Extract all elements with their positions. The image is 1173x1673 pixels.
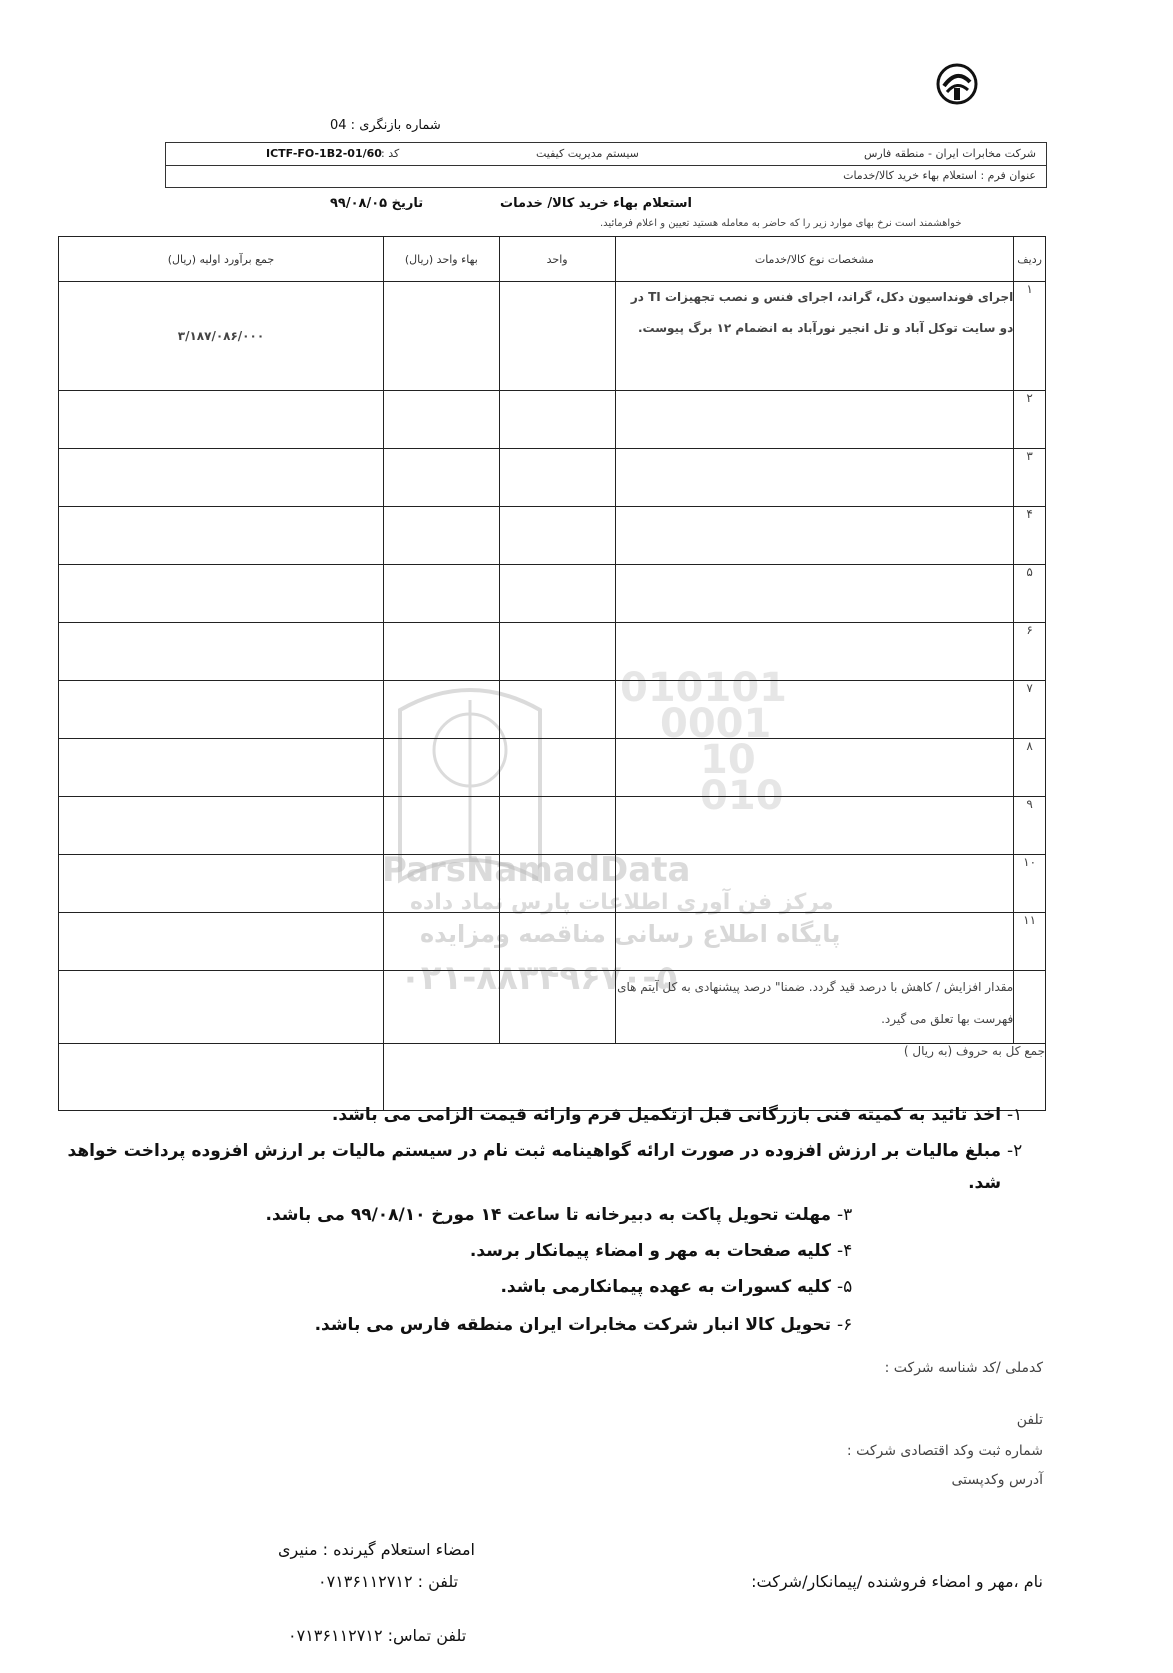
item-total bbox=[59, 855, 384, 913]
col-unit-header: واحد bbox=[499, 237, 615, 282]
item-total bbox=[59, 565, 384, 623]
item-unit bbox=[499, 855, 615, 913]
table-row bbox=[59, 623, 1046, 681]
table-row bbox=[59, 855, 1046, 913]
col-total-header: جمع برآورد اولیه (ریال) bbox=[59, 237, 384, 282]
item-unit bbox=[499, 391, 615, 449]
watermark-line2: پایگاه اطلاع رسانی مناقصه ومزایده bbox=[420, 920, 841, 948]
term-item: ۲- مبلغ مالیات بر ارزش افزوده در صورت ارائه گواهینامه ثبت نام در سیستم مالیات بر ارزش افزوده پرداخت خواهد bbox=[67, 1141, 1023, 1161]
table-row bbox=[59, 507, 1046, 565]
requester-signature: امضاء استعلام گیرنده : منیری bbox=[278, 1540, 475, 1559]
item-description bbox=[615, 797, 1014, 855]
words-row bbox=[59, 1044, 1046, 1111]
row-number: ۲ bbox=[1014, 391, 1046, 449]
item-unit bbox=[499, 282, 615, 391]
item-description bbox=[615, 623, 1014, 681]
form-header bbox=[165, 142, 1047, 188]
item-total bbox=[59, 739, 384, 797]
term-item: ۴- کلیه صفحات به مهر و امضاء پیمانکار برسد. bbox=[469, 1241, 853, 1261]
watermark-binary-4: 010 bbox=[700, 773, 784, 819]
item-total bbox=[59, 797, 384, 855]
item-total bbox=[59, 913, 384, 971]
item-unit bbox=[499, 565, 615, 623]
item-total bbox=[59, 623, 384, 681]
note-row bbox=[59, 971, 1046, 1044]
item-unit-price bbox=[383, 913, 499, 971]
form-title-label: عنوان فرم : استعلام بهاء خرید کالا/خدمات bbox=[843, 169, 1036, 182]
row-number: ۹ bbox=[1014, 797, 1046, 855]
term-item-continued: شد. bbox=[968, 1173, 1002, 1193]
item-unit-price bbox=[383, 623, 499, 681]
col-desc-header: مشخصات نوع کالا/خدمات bbox=[615, 237, 1014, 282]
item-description bbox=[615, 681, 1014, 739]
item-unit-price bbox=[383, 449, 499, 507]
watermark-binary-3: 10 bbox=[700, 737, 756, 783]
table-row bbox=[59, 449, 1046, 507]
row-number: ۴ bbox=[1014, 507, 1046, 565]
watermark-brand: ParsNamadData bbox=[382, 850, 691, 890]
request-line: خواهشمند است نرخ بهای موارد زیر را که حاضر به معامله هستید تعیین و اعلام فرمائید. bbox=[600, 218, 962, 229]
term-item: ۶- تحویل کالا انبار شرکت مخابرات ایران منطقه فارس می باشد. bbox=[314, 1315, 853, 1335]
row-number: ۳ bbox=[1014, 449, 1046, 507]
percent-note: مقدار افزایش / کاهش با درصد قید گردد. ضمنا" درصد پیشنهادی به کل آیتم های فهرست بها تعلق می گیرد. bbox=[615, 971, 1014, 1044]
total-in-words-blank bbox=[59, 1044, 384, 1111]
watermark-binary-2: 0001 bbox=[660, 701, 772, 747]
table-row bbox=[59, 681, 1046, 739]
item-total bbox=[59, 391, 384, 449]
table-row bbox=[59, 797, 1046, 855]
registration-field: شماره ثبت وکد اقتصادی شرکت : bbox=[846, 1443, 1043, 1459]
seller-signature: نام ،مهر و امضاء فروشنده /پیمانکار/شرکت: bbox=[751, 1572, 1043, 1591]
table-row bbox=[59, 739, 1046, 797]
table-row bbox=[59, 565, 1046, 623]
item-unit bbox=[499, 797, 615, 855]
item-unit-price bbox=[383, 797, 499, 855]
item-description bbox=[615, 913, 1014, 971]
item-unit bbox=[499, 507, 615, 565]
item-unit-price bbox=[383, 391, 499, 449]
table-header-row bbox=[59, 237, 1046, 282]
col-row-header: ردیف bbox=[1014, 237, 1046, 282]
item-unit bbox=[499, 623, 615, 681]
row-number: ۱۰ bbox=[1014, 855, 1046, 913]
row-number: ۶ bbox=[1014, 623, 1046, 681]
item-description bbox=[615, 507, 1014, 565]
item-description bbox=[615, 565, 1014, 623]
form-code-label: کد : bbox=[381, 147, 400, 160]
item-description: اجرای فونداسیون دکل، گراند، اجرای فنس و نصب تجهیزات TI در دو سایت توکل آباد و تل انجیر نورآباد به انضمام ۱۲ برگ پیوست. bbox=[615, 282, 1014, 391]
row-number: ۱۱ bbox=[1014, 913, 1046, 971]
system-name: سیستم مدیریت کیفیت bbox=[536, 147, 639, 160]
row-number: ۵ bbox=[1014, 565, 1046, 623]
inquiry-date: تاریخ ۹۹/۰۸/۰۵ bbox=[330, 196, 424, 211]
phone-field: تلفن bbox=[1016, 1412, 1043, 1428]
page-title: استعلام بهاء خرید کالا/ خدمات bbox=[500, 196, 692, 211]
watermark-phone: ۰۲۱-۸۸۳۴۹۶۷۰-۵ bbox=[400, 958, 678, 998]
requester-phone: تلفن : ۰۷۱۳۶۱۱۲۷۱۲ bbox=[318, 1572, 459, 1591]
item-unit bbox=[499, 739, 615, 797]
item-total: ۳/۱۸۷/۰۸۶/۰۰۰ bbox=[59, 282, 384, 391]
item-unit-price bbox=[383, 507, 499, 565]
inquiry-table bbox=[58, 236, 1046, 1111]
item-unit-price bbox=[383, 282, 499, 391]
table-row bbox=[59, 913, 1046, 971]
item-unit-price bbox=[383, 855, 499, 913]
contact-phone: تلفن تماس: ۰۷۱۳۶۱۱۲۷۱۲ bbox=[288, 1626, 467, 1645]
company-logo-icon bbox=[935, 62, 979, 106]
term-item: ۵- کلیه کسورات به عهده پیمانکارمی باشد. bbox=[500, 1277, 853, 1297]
row-number: ۷ bbox=[1014, 681, 1046, 739]
item-description bbox=[615, 739, 1014, 797]
row-number: ۸ bbox=[1014, 739, 1046, 797]
col-price-header: بهاء واحد (ریال) bbox=[383, 237, 499, 282]
national-id-field: کدملی /کد شناسه شرکت : bbox=[884, 1360, 1043, 1376]
item-unit bbox=[499, 449, 615, 507]
item-description bbox=[615, 449, 1014, 507]
company-name: شرکت مخابرات ایران - منطقه فارس bbox=[863, 147, 1036, 160]
revision-number: شماره بازنگری : 04 bbox=[330, 118, 441, 133]
item-total bbox=[59, 507, 384, 565]
total-in-words-label: جمع کل به حروف (به ریال ) bbox=[383, 1044, 1045, 1111]
form-code: ICTF-FO-1B2-01/60 bbox=[266, 147, 382, 160]
watermark-line1: مرکز فن آوری اطلاعات پارس نماد داده bbox=[410, 890, 834, 915]
table-row bbox=[59, 391, 1046, 449]
table-row bbox=[59, 282, 1046, 391]
watermark-binary-1: 010101 bbox=[620, 665, 787, 711]
item-unit-price bbox=[383, 739, 499, 797]
address-field: آدرس وکدپستی bbox=[951, 1472, 1043, 1488]
item-unit-price bbox=[383, 565, 499, 623]
item-description bbox=[615, 855, 1014, 913]
item-total bbox=[59, 681, 384, 739]
item-description bbox=[615, 391, 1014, 449]
item-unit bbox=[499, 913, 615, 971]
item-total bbox=[59, 449, 384, 507]
term-item: ۱- اخذ تائید به کمیته فنی بازرگانی قبل ازتکمیل فرم وارائه قیمت الزامی می باشد. bbox=[331, 1105, 1023, 1125]
row-number: ۱ bbox=[1014, 282, 1046, 391]
term-item: ۳- مهلت تحویل پاکت به دبیرخانه تا ساعت ۱۴ مورخ ۹۹/۰۸/۱۰ می باشد. bbox=[265, 1205, 853, 1225]
item-unit bbox=[499, 681, 615, 739]
item-unit-price bbox=[383, 681, 499, 739]
